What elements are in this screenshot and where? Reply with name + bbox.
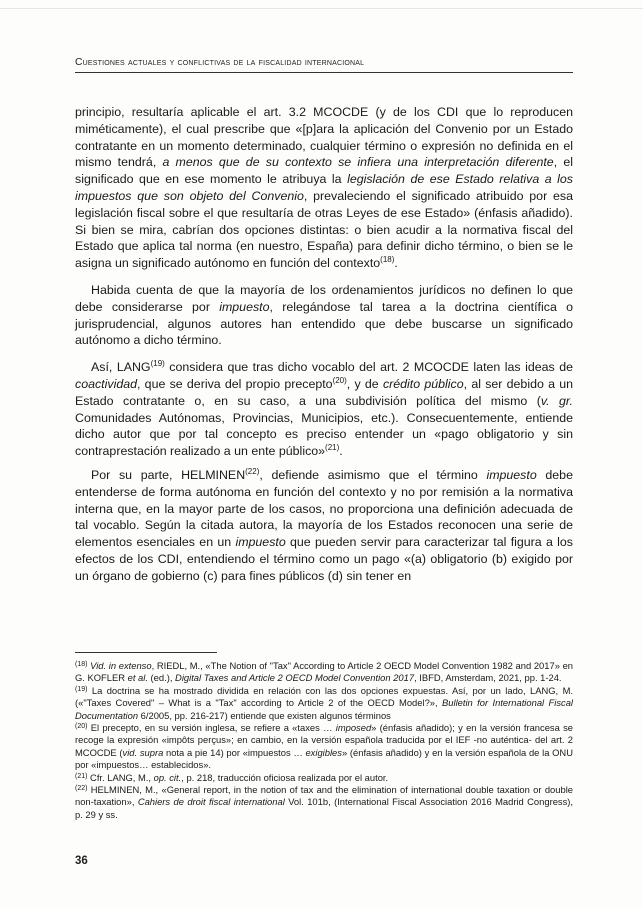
text-run: Vol. 101b, (International Fiscal Association 2016 Madrid Congress), p. 29 y ss. bbox=[75, 796, 574, 820]
italic-text: v. gr. bbox=[540, 393, 573, 408]
footnote-ref: (21) bbox=[325, 443, 340, 453]
footnote-ref: (21) bbox=[75, 772, 88, 780]
text-run: Habida cuenta de que la mayoría de los ordenamientos jurídicos no definen lo que debe considerarse por bbox=[75, 282, 573, 314]
italic-text: Cahiers de droit fiscal international bbox=[137, 796, 285, 808]
footnote-ref: (18) bbox=[75, 661, 88, 668]
footnotes bbox=[75, 660, 573, 821]
footnote-ref: (22) bbox=[245, 466, 260, 476]
italic-text: crédito público bbox=[382, 376, 464, 391]
text-run: Comunidades Autónomas, Provincias, Municipios, etc.). Consecuentemente, entiende dicho autor que por tal concepto es preciso entender un «pago obligatorio y sin contraprestación realizado a un ente público» bbox=[75, 410, 573, 459]
italic-text: imposed bbox=[335, 722, 372, 734]
text-run: Por su parte, HELMINEN bbox=[91, 467, 246, 482]
paragraph-2 bbox=[75, 282, 573, 349]
italic-text: Digital Taxes and Article 2 OECD Model Convention 2017 bbox=[175, 672, 415, 684]
footnote-ref: (19) bbox=[75, 685, 88, 693]
text-run: Así, LANG bbox=[91, 360, 151, 375]
footnote-21 bbox=[75, 772, 573, 784]
main-text bbox=[75, 104, 573, 595]
italic-text: coactividad bbox=[75, 376, 137, 391]
footnote-ref: (22) bbox=[75, 785, 88, 793]
italic-text: op. cit. bbox=[153, 771, 182, 783]
paragraph-3 bbox=[75, 359, 573, 460]
italic-text: impuesto bbox=[486, 467, 537, 482]
text-run: , que se deriva del propio precepto bbox=[137, 376, 333, 391]
text-run: 6/2005, pp. 216-217) entiende que existen algunos términos bbox=[138, 709, 391, 721]
text-run: debe entenderse de forma autónoma en función del contexto y no por remisión a la normativa interna que, en la mayor parte de los casos, no proporciona una definición adecuada de tal vocablo. Según la citada autora, la mayoría de los Estados reconocen una serie de elementos esenciales en un bbox=[75, 467, 573, 550]
text-run: principio, resultaría aplicable el art. 3.2 MCOCDE (y de los CDI que lo reproducen miméticamente), el cual prescribe que «[p]ara la aplicación del Convenio por un Estado contratante en un momento determinado, cualquier término o expresión no definida en el mismo tendrá, bbox=[75, 105, 573, 170]
text-run: » (énfasis añadido) y en la versión española de la ONU por «impuestos… establecidos». bbox=[75, 746, 573, 771]
text-run: , el significado que en ese momento le atribuya la bbox=[75, 155, 573, 187]
text-run: , relegándose tal tarea a la doctrina científica o jurisprudencial, algunos autores han entendido que debe buscarse un significado autónomo a dicho término. bbox=[75, 299, 573, 348]
footnote-ref: (18) bbox=[380, 255, 395, 265]
text-run: , prevaleciendo el significado atribuido por esa legislación fiscal sobre el que resultaría de otras Leyes de ese Estado» (énfasis añadido). Si bien se mira, cabrían dos opciones distintas: o bien acudir a la normativa fiscal del Estado que aplica tal norma (en nuestro, España) para definir dicho término, o bien se le asigna un significado autónomo en función del contexto bbox=[75, 188, 573, 271]
italic-text: impuesto bbox=[219, 299, 270, 314]
footnote-rule bbox=[75, 652, 217, 653]
footnote-ref: (19) bbox=[150, 359, 165, 369]
text-run: que pueden servir para caracterizar tal figura a los efectos de los CDI, entendiendo el término como un pago «(a) obligatorio (b) exigido por un órgano de gobierno (c) para fines públicos (d) sin tener en bbox=[75, 535, 573, 583]
text-run: , al ser debido a un Estado contratante o, en su caso, a una subdivisión política del mismo ( bbox=[75, 376, 573, 408]
scan-edge-line bbox=[0, 8, 643, 9]
footnote-ref: (20) bbox=[75, 723, 88, 731]
header-rule bbox=[75, 72, 573, 73]
text-run: (ed.), bbox=[147, 672, 176, 684]
text-run: . bbox=[394, 256, 398, 271]
footnote-18 bbox=[75, 660, 573, 685]
text-run: , IBFD, Amsterdam, 2021, pp. 1-24. bbox=[414, 672, 562, 684]
italic-text: Bulletin for International Fiscal Documentation bbox=[75, 697, 573, 721]
footnote-22 bbox=[75, 784, 573, 821]
italic-text: vid. supra bbox=[122, 746, 164, 758]
paragraph-1 bbox=[75, 104, 573, 272]
footnote-ref: (20) bbox=[332, 375, 347, 385]
text-run: HELMINEN, M., «General report, in the notion of tax and the elimination of international double taxation or double non-taxation», bbox=[75, 784, 573, 808]
italic-text: legislación de ese Estado relativa a los impuestos que son objeto del Convenio bbox=[75, 172, 573, 203]
text-run: Cfr. LANG, M., bbox=[87, 771, 154, 783]
page-number: 36 bbox=[75, 855, 88, 867]
footnote-19 bbox=[75, 685, 573, 722]
text-run: » (énfasis añadido); y en la versión francesa se recoge la expresión «impôts perçus»; en cambio, en la versión española traducida por el IEF -no auténtica- del art. 2 MCOCDE ( bbox=[75, 722, 573, 758]
footnote-20 bbox=[75, 722, 573, 772]
text-run: considera que tras dicho vocablo del art. 2 MCOCDE laten las ideas de bbox=[164, 360, 573, 375]
running-head: Cuestiones actuales y conflictivas de la fiscalidad internacional bbox=[75, 57, 365, 68]
text-run: . bbox=[339, 444, 343, 459]
italic-text: exigibles bbox=[305, 746, 342, 758]
text-run: , p. 218, traducción oficiosa realizada por el autor. bbox=[181, 771, 389, 783]
italic-text: impuesto bbox=[235, 535, 286, 550]
text-run: La doctrina se ha mostrado dividida en relación con las dos opciones expuestas. Así, por un lado, LANG, M. («"Taxes Covered" – What is a "Tax" according to Article 2 of the OECD Model?», bbox=[75, 684, 573, 709]
italic-text: et al. bbox=[127, 672, 148, 684]
italic-text: Vid. in extenso bbox=[90, 660, 152, 671]
text-run: , y de bbox=[346, 376, 383, 391]
paragraph-4 bbox=[75, 467, 573, 585]
text-run: , RIEDL, M., «The Notion of "Tax" According to Article 2 OECD Model Convention 1982 and 2017» en G. KOFLER bbox=[75, 660, 573, 684]
text-run: nota a pie 14) por «impuestos … bbox=[163, 746, 306, 758]
text-run: , defiende asimismo que el término bbox=[259, 467, 487, 482]
text-run: El precepto, en su versión inglesa, se refiere a «taxes … bbox=[87, 722, 336, 734]
italic-text: a menos que de su contexto se infiera una interpretación diferente bbox=[162, 155, 554, 170]
